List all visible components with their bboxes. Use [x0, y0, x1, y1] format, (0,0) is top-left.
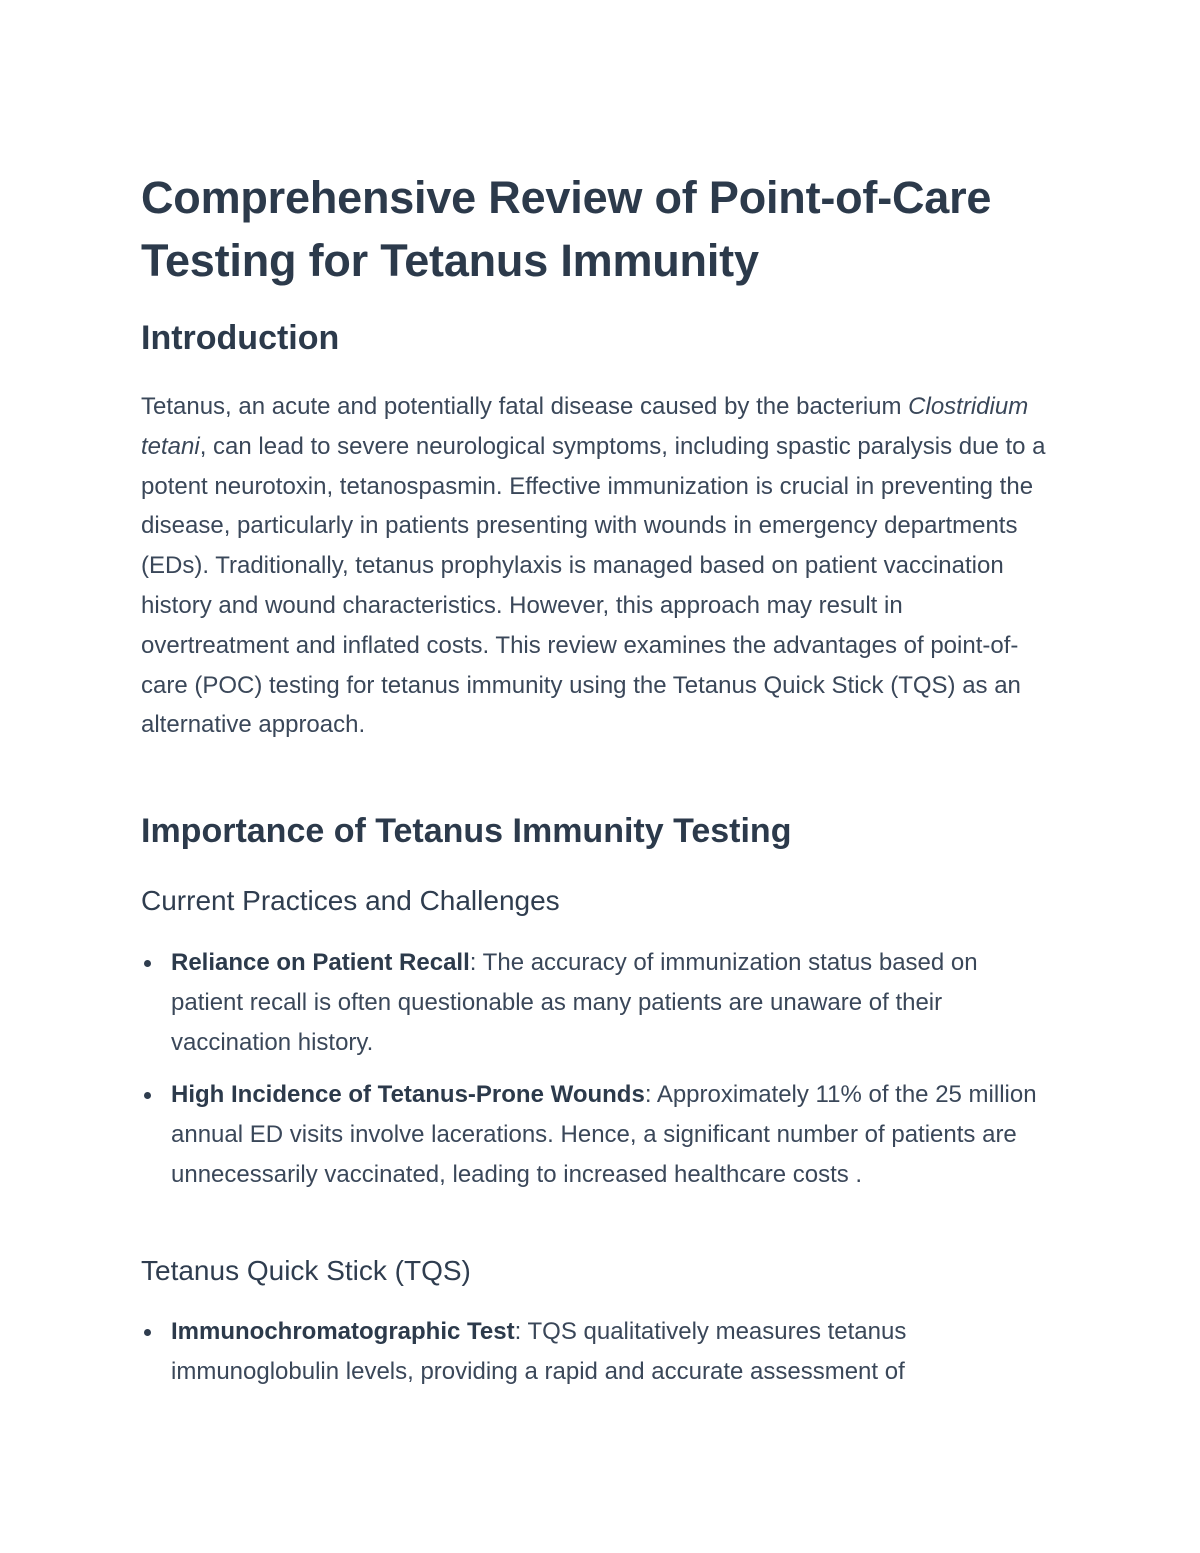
intro-text-start: Tetanus, an acute and potentially fatal disease caused by the bacterium — [141, 393, 909, 420]
list-item-label: Immunochromatographic Test — [171, 1318, 515, 1345]
list-item-text: : The accuracy of immunization status based on patient recall is often questionable as many patients are unaware of their vaccination history. — [171, 949, 978, 1056]
current-practices-list — [141, 943, 1056, 1207]
list-item — [141, 943, 1056, 1063]
list-item-label: High Incidence of Tetanus-Prone Wounds — [171, 1081, 645, 1108]
current-practices-heading: Current Practices and Challenges — [141, 885, 560, 916]
page-title: Comprehensive Review of Point-of-Care Testing for Tetanus Immunity — [141, 172, 992, 286]
importance-heading: Importance of Tetanus Immunity Testing — [141, 812, 792, 850]
introduction-paragraph — [141, 387, 1056, 745]
list-item — [141, 1312, 1056, 1392]
list-item-label: Reliance on Patient Recall — [171, 949, 470, 976]
introduction-heading: Introduction — [141, 319, 340, 357]
list-item-text: : TQS qualitatively measures tetanus immunoglobulin levels, providing a rapid and accurate assessment of — [171, 1318, 907, 1385]
list-item — [141, 1075, 1056, 1195]
intro-text-italic: Clostridium tetani — [141, 393, 1029, 460]
intro-text-end: , can lead to severe neurological symptoms, including spastic paralysis due to a potent neurotoxin, tetanospasmin. Effective immunization is crucial in preventing the disease, particularly in patients presenting with wounds in emergency departments (EDs). Traditionally, tetanus prophylaxis is managed based on patient vaccination history and wound characteristics. However, this approach may result in overtreatment and inflated costs. This review examines the advantages of point-of-care (POC) testing for tetanus immunity using the Tetanus Quick Stick (TQS) as an alternative approach. — [141, 432, 1046, 739]
list-item-text: : Approximately 11% of the 25 million annual ED visits involve lacerations. Hence, a significant number of patients are unnecessarily vaccinated, leading to increased healthcare costs . — [171, 1081, 1037, 1188]
tqs-list — [141, 1312, 1056, 1404]
bullet-icon — [144, 1329, 151, 1336]
tqs-heading: Tetanus Quick Stick (TQS) — [141, 1255, 471, 1286]
bullet-icon — [144, 960, 151, 967]
bullet-icon — [144, 1092, 151, 1099]
